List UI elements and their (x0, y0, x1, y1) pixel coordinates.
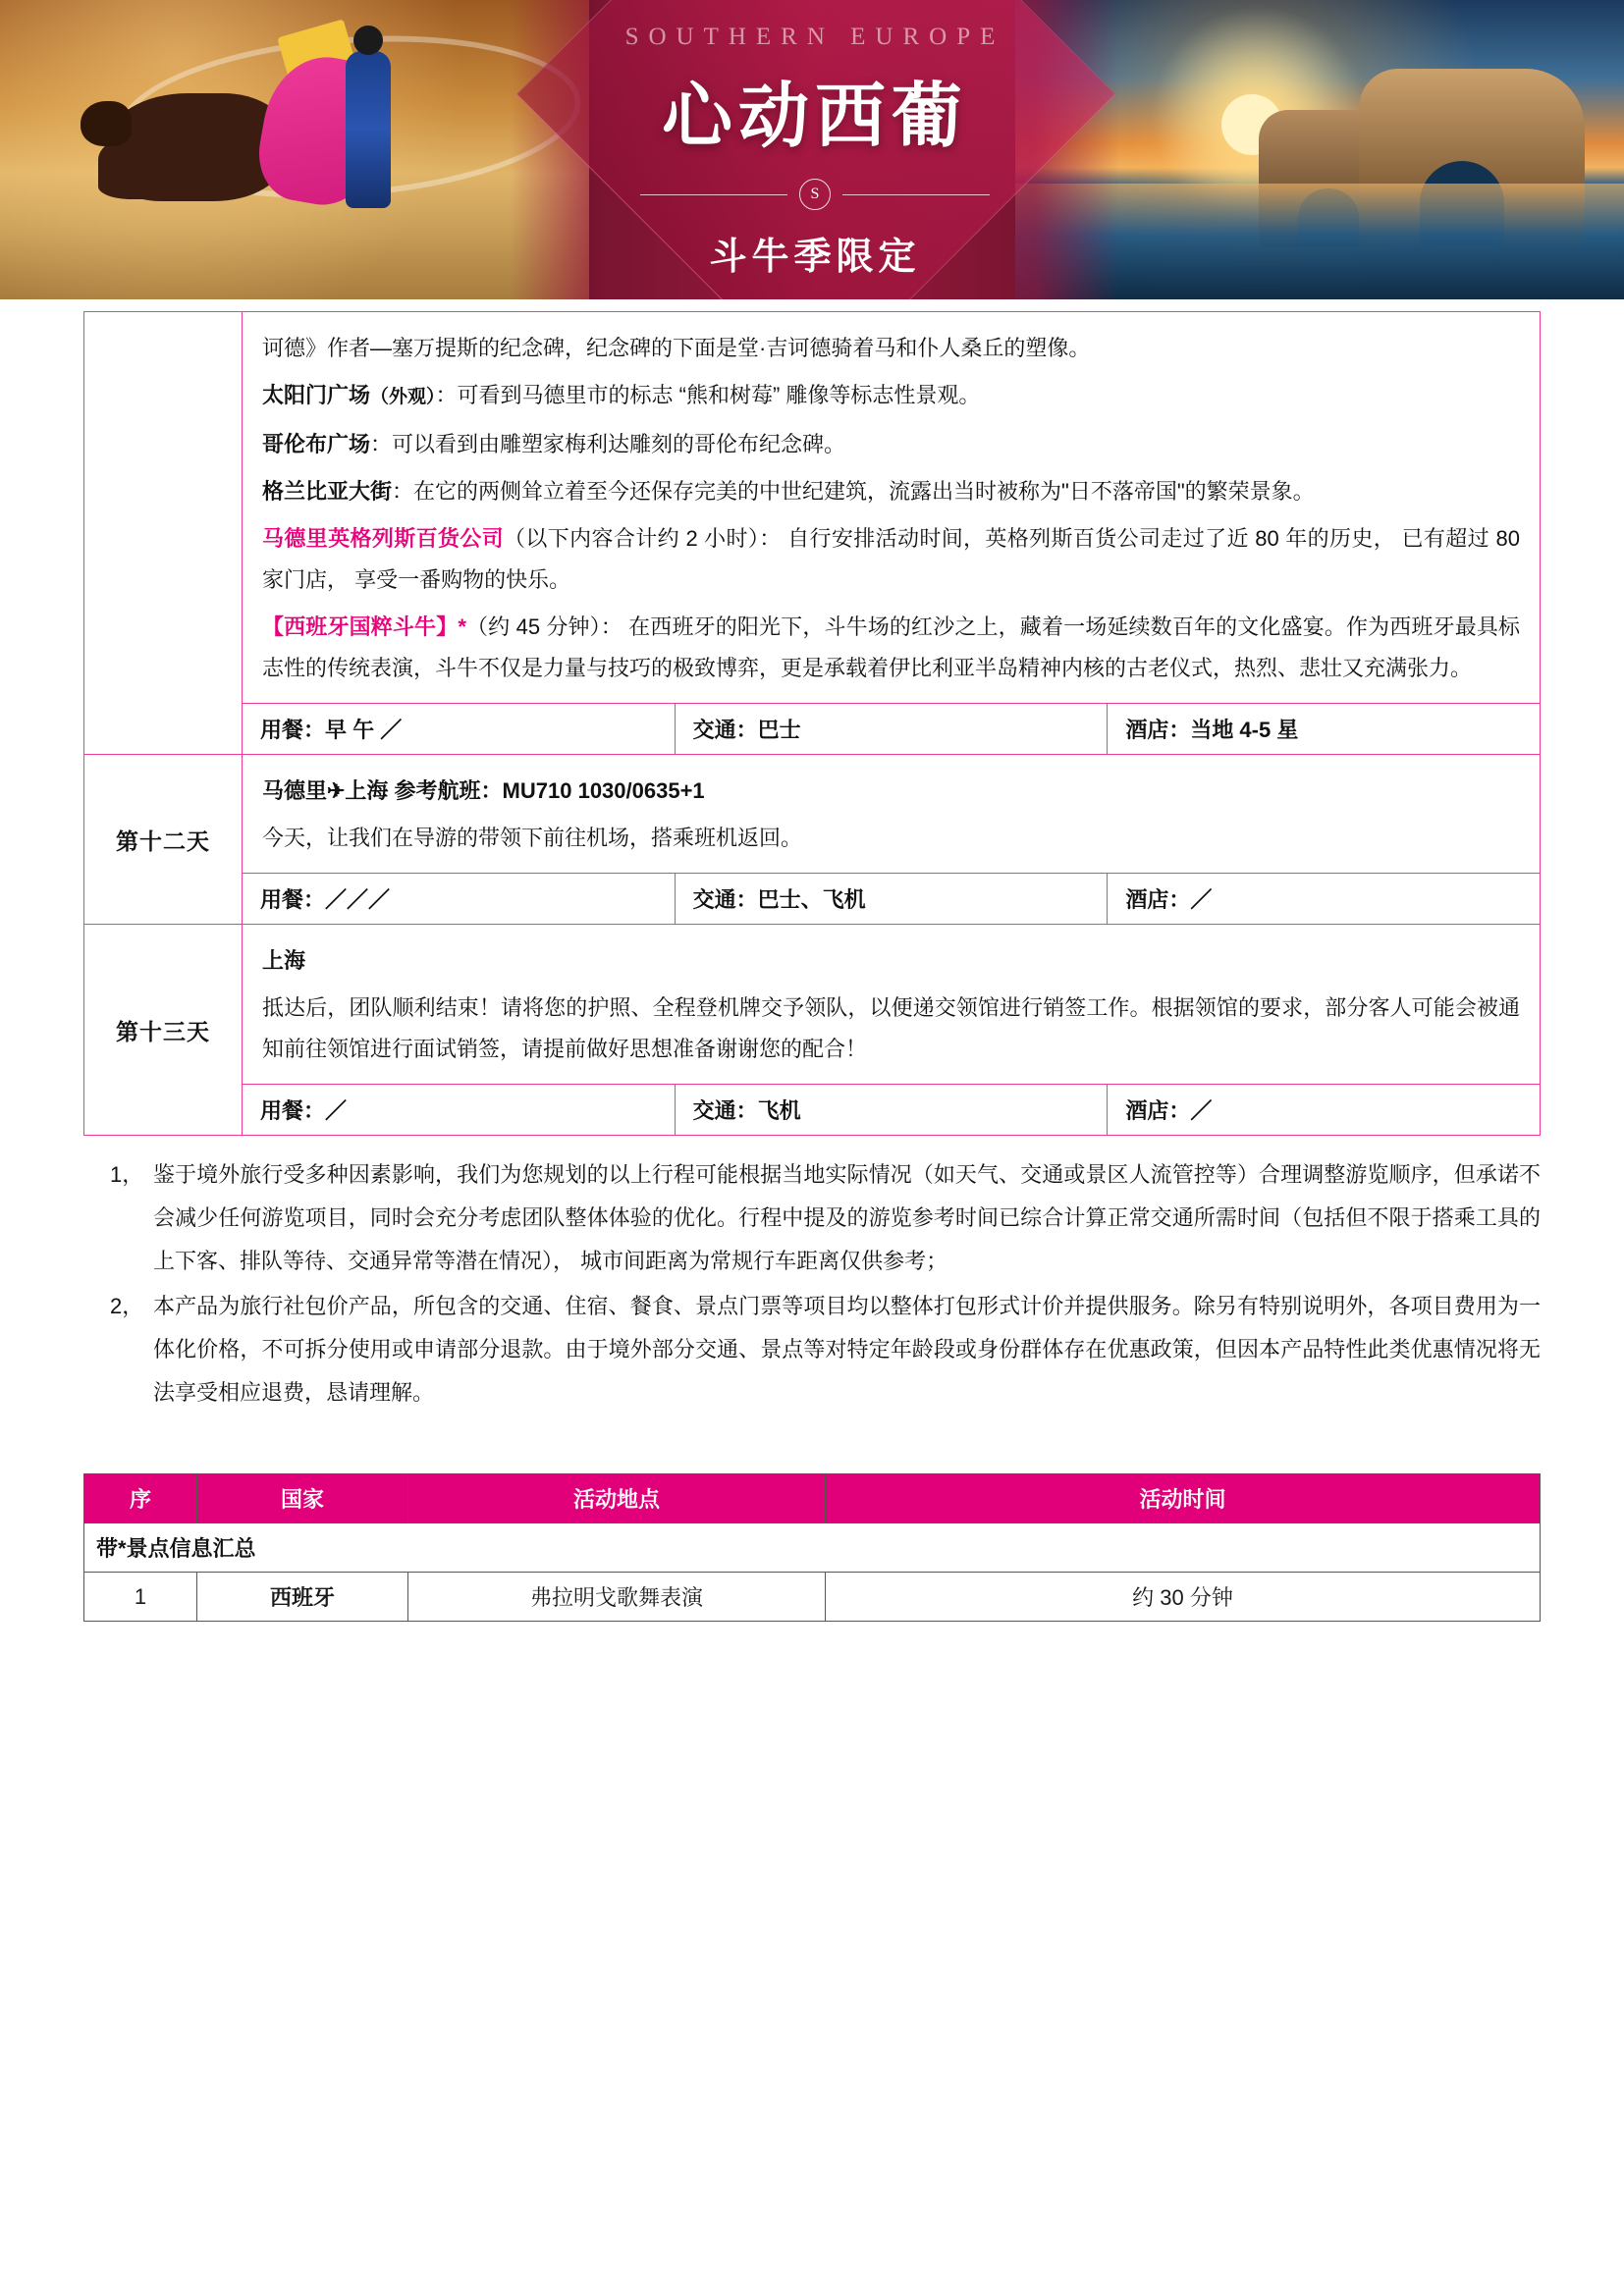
summary-body (84, 1573, 1541, 1622)
banner-overlay (511, 0, 1119, 299)
note-number: 1， (110, 1162, 144, 1187)
summary-header-row (84, 1474, 1541, 1523)
itinerary-table (83, 311, 1541, 1136)
column-header-country: 国家 (197, 1474, 408, 1523)
paragraph-lead: 太阳门广场 (262, 383, 371, 407)
paragraph-lead-highlight: 【西班牙国粹斗牛】* (262, 614, 466, 639)
paragraph (262, 988, 1520, 1070)
transport-cell: 交通：巴士、飞机 (675, 874, 1108, 925)
column-header-time: 活动时间 (826, 1474, 1541, 1523)
banner-english-title: SOUTHERN EUROPE (624, 24, 1005, 50)
day-body-cell-0 (243, 312, 1541, 704)
note-text: 鉴于境外旅行受多种因素影响，我们为您规划的以上行程可能根据当地实际情况（如天气、交通或景区人流管控等）合理调整游览顺序，但承诺不会减少任何游览项目，同时会充分考虑团队整体体验的优化。行程中提及的游览参考时间已综合计算正常交通所需时间（包括但不限于搭乘工具的上下客、排队等待、交通异常等潜在情况）， 城市间距离为常规行车距离仅供参考； (153, 1162, 1541, 1273)
column-header-seq: 序 (84, 1474, 197, 1523)
paragraph-text: ：可以看到由雕塑家梅利达雕刻的哥伦布纪念碑。 (370, 432, 846, 456)
day-label-cell-1: 第十二天 (84, 755, 243, 925)
city-name: 上海 (262, 948, 306, 973)
paragraph (262, 471, 1520, 512)
summary-section (0, 1416, 1624, 1661)
paragraph-lead: 哥伦布广场 (262, 432, 371, 456)
paragraph-text: 今天，让我们在导游的带领下前往机场，搭乘班机返回。 (262, 826, 803, 850)
notes-section (0, 1136, 1624, 1415)
paragraph-text: ：在它的两侧耸立着至今还保存完美的中世纪建筑，流露出当时被称为"日不落帝国"的繁荣景象。 (392, 479, 1315, 504)
paragraph-lead: 格兰比亚大街 (262, 479, 393, 504)
cell-time: 约 30 分钟 (826, 1573, 1541, 1622)
table-row (84, 925, 1541, 1085)
paragraph (262, 607, 1520, 689)
transport-cell: 交通：巴士 (675, 704, 1108, 755)
banner-main-title: 心动西葡 (661, 78, 968, 156)
paragraph (262, 328, 1520, 369)
flight-info: 马德里✈上海 参考航班：MU710 1030/0635+1 (262, 778, 705, 803)
day-label-cell-0 (84, 312, 243, 755)
torero-shape (346, 51, 391, 208)
paragraph (262, 375, 1520, 418)
summary-caption: 带*景点信息汇总 (84, 1523, 1541, 1573)
day-meta-row-1 (84, 874, 1541, 925)
paragraph-text: （以下内容合计约 2 小时）： 自行安排活动时间，英格列斯百货公司走过了近 80 年的历史， 已有超过 80 家门店， 享受一番购物的快乐。 (262, 526, 1520, 592)
summary-caption-row (84, 1523, 1541, 1573)
cell-place: 弗拉明戈歌舞表演 (408, 1573, 826, 1622)
note-number: 2， (110, 1294, 144, 1318)
paragraph-lead-highlight: 马德里英格列斯百货公司 (262, 526, 505, 551)
paragraph (262, 940, 1520, 982)
hotel-cell: 酒店：当地 4-5 星 (1108, 704, 1541, 755)
cell-country: 西班牙 (197, 1573, 408, 1622)
table-row (84, 312, 1541, 704)
note-item (110, 1285, 1541, 1415)
paragraph-text: ：可看到马德里市的标志 “熊和树莓” 雕像等标志性景观。 (435, 383, 981, 407)
banner-divider (640, 179, 990, 210)
day-label-cell-2: 第十三天 (84, 925, 243, 1136)
paragraph (262, 518, 1520, 601)
summary-header (84, 1474, 1541, 1523)
hotel-cell: 酒店：／ (1108, 1085, 1541, 1136)
note-item (110, 1153, 1541, 1283)
note-text: 本产品为旅行社包价产品，所包含的交通、住宿、餐食、景点门票等项目均以整体打包形式计价并提供服务。除另有特别说明外，各项目费用为一体化价格，不可拆分使用或申请部分退款。由于境外部分交通、景点等对特定年龄段或身份群体存在优惠政策，但因本产品特性此类优惠情况将无法享受相应退费，恳请理解。 (153, 1294, 1541, 1405)
starred-attractions-table (83, 1473, 1541, 1622)
meal-cell: 用餐：／／／ (243, 874, 676, 925)
bullfight-photo (0, 0, 589, 299)
day-meta-row-0 (84, 704, 1541, 755)
paragraph-text: 抵达后，团队顺利结束！请将您的护照、全程登机牌交予领队，以便递交领馆进行销签工作。根据领馆的要求，部分客人可能会被通知前往领馆进行面试销签，请提前做好思想准备谢谢您的配合！ (262, 995, 1520, 1061)
cell-seq: 1 (84, 1573, 197, 1622)
paragraph (262, 424, 1520, 465)
meal-cell: 用餐：／ (243, 1085, 676, 1136)
paragraph-lead-note: （外观） (370, 387, 436, 407)
itinerary-section (0, 299, 1624, 1136)
day-meta-row-2 (84, 1085, 1541, 1136)
day-body-cell-1 (243, 755, 1541, 874)
bull-shape (108, 93, 285, 201)
banner-text-block (511, 0, 1119, 299)
divider-line-left (640, 194, 787, 195)
table-row (84, 755, 1541, 874)
seal-icon: S (799, 179, 831, 210)
meal-cell: 用餐：早 午 ／ (243, 704, 676, 755)
divider-line-right (842, 194, 990, 195)
paragraph-text: （约 45 分钟）： 在西班牙的阳光下，斗牛场的红沙之上，藏着一场延续数百年的文化盛宴。作为西班牙最具标志性的传统表演，斗牛不仅是力量与技巧的极致博弈，更是承载着伊比利亚半岛精神内核的古老仪式，热烈、悲壮又充满张力。 (262, 614, 1521, 680)
paragraph-text: 诃德》作者—塞万提斯的纪念碑，纪念碑的下面是堂·吉诃德骑着马和仆人桑丘的塑像。 (262, 336, 1091, 360)
paragraph (262, 818, 1520, 859)
header-banner (0, 0, 1624, 299)
hotel-cell: 酒店：／ (1108, 874, 1541, 925)
table-row (84, 1573, 1541, 1622)
transport-cell: 交通：飞机 (675, 1085, 1108, 1136)
day-body-cell-2 (243, 925, 1541, 1085)
column-header-place: 活动地点 (408, 1474, 826, 1523)
banner-subtitle: 斗牛季限定 (709, 237, 921, 278)
paragraph (262, 771, 1520, 812)
